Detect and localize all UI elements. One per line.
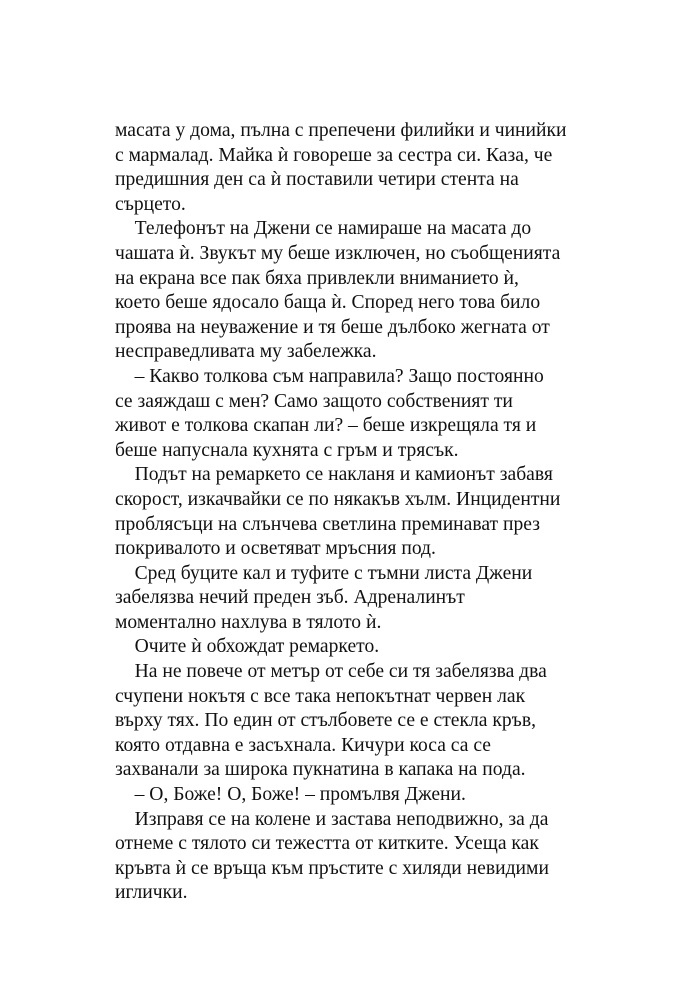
text-line: отнеме с тялото си тежестта от китките. Усеща как: [115, 833, 539, 855]
text-line: беше напуснала кухнята с гръм и трясък.: [115, 439, 459, 461]
text-line: която отдавна е засъхнала. Кичури коса са се: [115, 734, 491, 756]
text-line: – Какво толкова съм направила? Защо постоянно: [115, 365, 544, 387]
text-line: се заяждаш с мен? Само защото собственият ти: [115, 390, 513, 412]
text-line: покривалото и осветяват мръсния под.: [115, 538, 436, 560]
text-line: на екрана все пак бяха привлекли вниманието ѝ,: [115, 267, 519, 289]
text-line: Телефонът на Джени се намираше на масата до: [115, 218, 532, 240]
text-line: чашата ѝ. Звукът му беше изключен, но съобщенията: [115, 242, 561, 264]
text-line: Подът на ремаркето се накланя и камионът забавя: [115, 464, 553, 486]
text-line: върху тях. По един от стълбовете се е стекла кръв,: [115, 710, 536, 732]
text-line: скорост, изкачвайки се по някакъв хълм. Инцидентни: [115, 488, 561, 510]
text-line: несправедливата му забележка.: [115, 341, 377, 363]
text-line: иглички.: [115, 882, 188, 904]
body-text: [115, 119, 595, 906]
text-line: сърцето.: [115, 193, 186, 215]
text-line: с мармалад. Майка ѝ говореше за сестра си. Каза, че: [115, 144, 553, 166]
text-line: Изправя се на колене и застава неподвижно, за да: [115, 808, 549, 830]
text-line: живот е толкова скапан ли? – беше изкрещяла тя и: [115, 415, 537, 437]
text-line: кръвта ѝ се връща към пръстите с хиляди невидими: [115, 857, 549, 879]
text-line: моментално нахлува в тялото ѝ.: [115, 611, 382, 633]
text-line: проява на неуважение и тя беше дълбоко жегната от: [115, 316, 550, 338]
text-line: проблясъци на слънчева светлина преминават през: [115, 513, 540, 535]
text-line: захванали за широка пукнатина в капака на пода.: [115, 759, 526, 781]
text-line: Очите ѝ обхождат ремаркето.: [115, 636, 380, 658]
text-line: – О, Боже! О, Боже! – промълвя Джени.: [115, 784, 466, 806]
text-line: масата у дома, пълна с препечени филийки и чинийки: [115, 120, 567, 141]
text-line: Сред буците кал и туфите с тъмни листа Джени: [115, 562, 533, 584]
text-line: което беше ядосало баща ѝ. Според него това било: [115, 292, 541, 314]
text-line: предишния ден са ѝ поставили четири стента на: [115, 169, 519, 191]
text-line: счупени нокътя с все така непокътнат червен лак: [115, 685, 526, 707]
text-line: На не повече от метър от себе си тя забелязва два: [115, 661, 547, 683]
text-line: забелязва нечий преден зъб. Адреналинът: [115, 587, 465, 609]
